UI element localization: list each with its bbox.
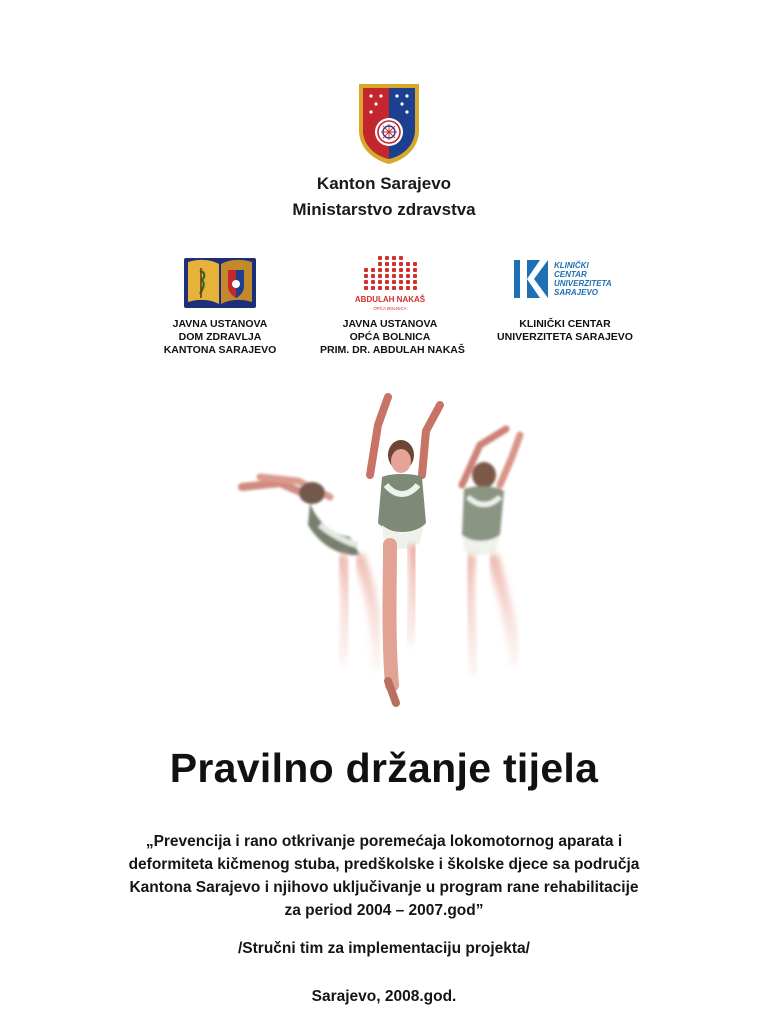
k-emblem-icon	[510, 254, 620, 312]
institution-line: JAVNA USTANOVA	[172, 318, 268, 330]
team-line: /Stručni tim za implementaciju projekta/	[238, 940, 530, 957]
svg-text:UNIVERZITETA: UNIVERZITETA	[554, 279, 612, 288]
institution-klinicki-centar	[490, 254, 640, 344]
place-date: Sarajevo, 2008.god.	[311, 988, 457, 1005]
canton-name: Kanton Sarajevo	[316, 174, 452, 193]
institution-line: PRIM. DR. ABDULAH NAKAŠ	[320, 344, 465, 356]
institution-opca-bolnica	[320, 254, 465, 357]
document-title: Pravilno držanje tijela	[169, 745, 599, 791]
book-emblem-icon	[182, 254, 258, 312]
hospital-logo-subtext: OPĆA BOLNICA	[373, 306, 407, 311]
coat-of-arms-icon	[355, 82, 423, 166]
svg-text:CENTAR: CENTAR	[554, 270, 587, 279]
institution-line: JAVNA USTANOVA	[342, 318, 438, 330]
institution-line: UNIVERZITETA SARAJEVO	[497, 331, 633, 343]
hospital-dots-icon	[350, 254, 430, 312]
institution-line: KANTONA SARAJEVO	[163, 344, 277, 356]
dancers-illustration	[200, 385, 580, 715]
svg-text:KLINIČKI: KLINIČKI	[554, 261, 589, 270]
institution-dom-zdravlja	[150, 254, 290, 357]
svg-text:SARAJEVO: SARAJEVO	[554, 288, 599, 297]
institution-line: OPĆA BOLNICA	[349, 331, 431, 343]
hospital-logo-text: ABDULAH NAKAŠ	[354, 295, 426, 304]
institution-line: DOM ZDRAVLJA	[178, 331, 262, 343]
institution-line: KLINIČKI CENTAR	[519, 318, 611, 330]
project-description: „Prevencija i rano otkrivanje poremećaja lokomotornog aparata i deformiteta kičmenog stuba, predškolske i školske djece sa područja Kantona Sarajevo i njihovo uključivanje u program rane rehabilitacije za period 2004 – 2007.god”	[128, 833, 640, 919]
ministry-name: Ministarstvo zdravstva	[292, 200, 476, 219]
